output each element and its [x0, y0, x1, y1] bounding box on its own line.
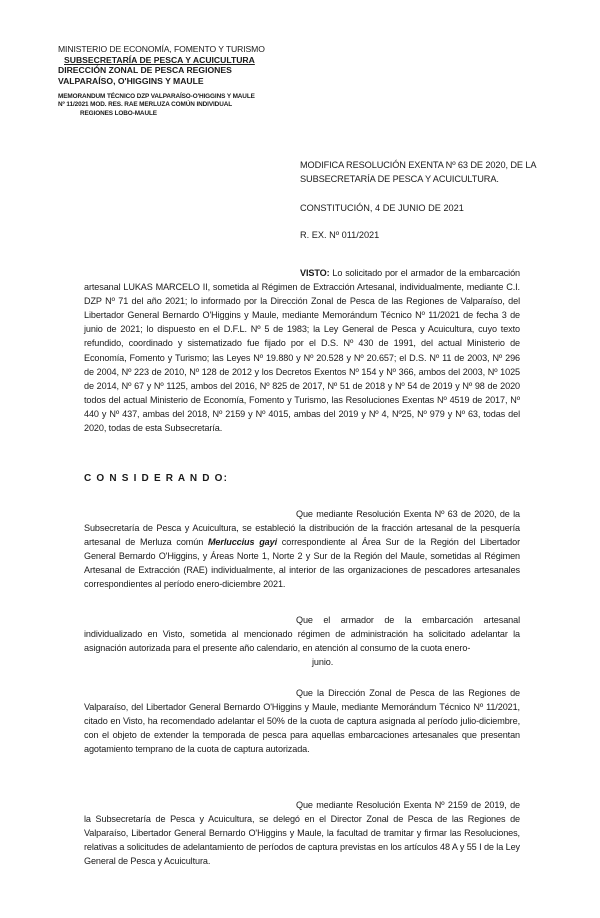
letterhead: [58, 44, 308, 118]
zonal-direction-name: DIRECCIÓN ZONAL DE PESCA REGIONES: [58, 65, 232, 76]
considerando-paragraph-3: Que la Dirección Zonal de Pesca de las Regiones de Valparaíso, del Libertador General Bernardo O'Higgins y Maule, mediante Memorándum Técnico Nº 11/2021, citado en Visto, ha recomendado adelantar el 50% de la cuota de captura asignada al período julio-diciembre, con el objeto de extender la temporada de pesca para aquellas embarcaciones artesanales que presentan agotamiento temprano de la cuota de captura autorizada.: [84, 688, 520, 755]
memo-line-2: Nº 11/2021 MOD. RES. RAE MERLUZA COMÚN INDIVIDUAL: [58, 101, 233, 109]
considerando-paragraph-2: [84, 613, 520, 669]
visto-label: VISTO:: [300, 268, 330, 278]
memo-line-3: REGIONES LOBO-MAULE: [80, 109, 157, 117]
memo-line-1: MEMORANDUM TÉCNICO DZP VALPARAÍSO-O'HIGGINS Y MAULE: [58, 92, 255, 100]
subsecretariat-name: SUBSECRETARÍA DE PESCA Y ACUICULTURA: [64, 54, 255, 65]
visto-paragraph: [84, 266, 520, 435]
regions-name: VALPARAÍSO, O'HIGGINS Y MAULE: [58, 76, 204, 87]
considerando-heading: C O N S I D E R A N D O:: [84, 473, 229, 484]
visto-text: Lo solicitado por el armador de la embarcación artesanal LUKAS MARCELO II, sometida al Régimen de Extracción Artesanal, individualmente, mediante C.I. DZP Nº 71 del año 2021; lo informado por la Dirección Zonal de Pesca de las Regiones de Valparaíso, del Libertador General Bernardo O'Higgins y Maule, mediante Memorándum Técnico Nº 11/2021 de fecha 3 de junio de 2021; lo dispuesto en el D.F.L. Nº 5 de 1983; la Ley General de Pesca y Acuicultura, cuyo texto refundido, coordinado y sistematizado fue fijado por el D.S. Nº 430 de 1991, del actual Ministerio de Economía, Fomento y Turismo; las Leyes Nº 19.880 y Nº 20.528 y Nº 20.657; el D.S. Nº 11 de 2003, Nº 296 de 2004, Nº 223 de 2010, Nº 128 de 2012 y los Decretos Exentos Nº 154 y Nº 366, ambos del 2003, Nº 1025 de 2014, Nº 67 y Nº 1125, ambos del 2016, Nº 825 de 2017, Nº 51 de 2018 y Nº 54 de 2019 y Nº 98 de 2020 todos del actual Ministerio de Economía, Fomento y Turismo, las Resoluciones Exentas Nº 4519 de 2017, Nº 440 y Nº 437, ambas del 2018, Nº 2159 y Nº 4015, ambas del 2019 y Nº 4, Nº25, Nº 979 y Nº 63, todas del 2020, todas de esta Subsecretaría.: [84, 268, 520, 434]
considerando-paragraph-4: Que mediante Resolución Exenta Nº 2159 de 2019, de la Subsecretaría de Pesca y Acuicultura, se delegó en el Director Zonal de Pesca de las Regiones de Valparaíso, Libertador General Bernardo O'Higgins y Maule, la facultad de tramitar y firmar las Resoluciones, relativas a solicitudes de adelantamiento de períodos de captura previstas en los artículos 48 A y 55 I de la Ley General de Pesca y Acuicultura.: [84, 800, 520, 867]
resolution-date: CONSTITUCIÓN, 4 DE JUNIO DE 2021: [300, 203, 464, 213]
p1-text-a: Que mediante Resolución Exenta Nº 63 de 2020, de la Subsecretaría de Pesca y Acuicultura, se estableció la distribución de la fracción artesanal de la pesquería artesanal de Merluza común: [84, 509, 520, 548]
considerando-paragraph-1: [84, 507, 520, 592]
p2-text-a: Que el armador de la embarcación artesanal individualizado en Visto, sometida al mencionado régimen de administración ha solicitado adelantar la asignación autorizada para el presente año calendario, en atención al consumo de la cuota enero-: [84, 615, 520, 654]
species-name: Merluccius gayi: [207, 537, 278, 548]
p1-text-b: correspondiente al Área Sur de la Región del Libertador General Bernardo O'Higgins, y Áreas Norte 1, Norte 2 y Sur de la Región del Maule, sometidas al Régimen Artesanal de Extracción (RAE) individualmente, al interior de las organizaciones de pescadores artesanales correspondientes al período enero-diciembre 2021.: [84, 537, 521, 590]
resolution-subject: MODIFICA RESOLUCIÓN EXENTA Nº 63 DE 2020, DE LA SUBSECRETARÍA DE PESCA Y ACUICULTURA.: [300, 160, 536, 185]
ministry-name: MINISTERIO DE ECONOMÍA, FOMENTO Y TURISMO: [58, 44, 265, 54]
p2-text-b: junio.: [312, 657, 334, 668]
resolution-number: R. EX. Nº 011/2021: [300, 230, 380, 240]
